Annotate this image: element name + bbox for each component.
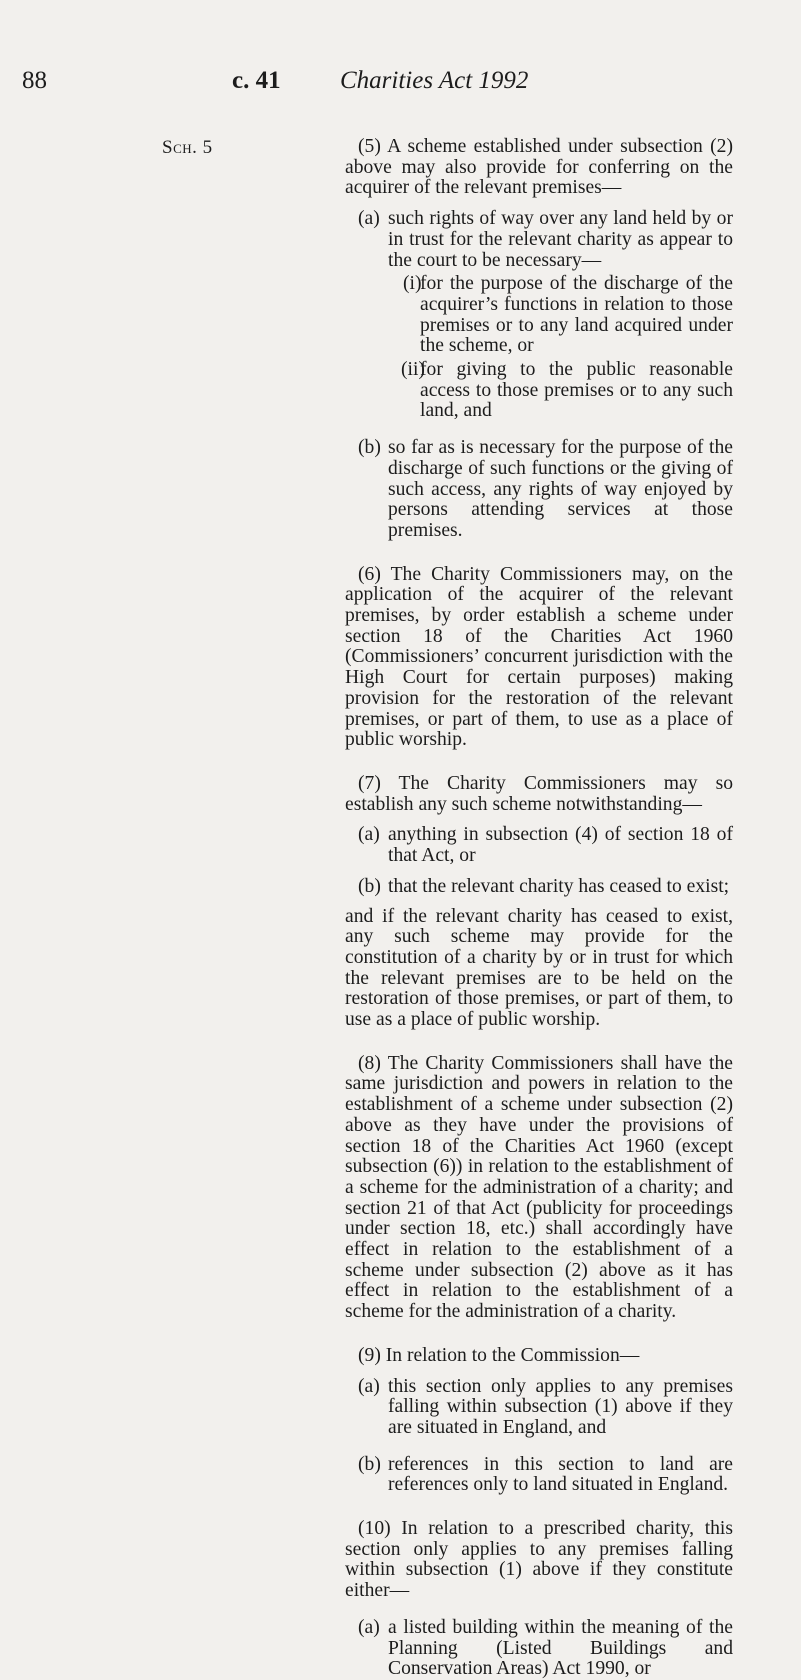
item-label: (b)	[358, 1453, 381, 1475]
paragraph-9-item-a	[345, 1377, 733, 1439]
paragraph-6: (6) The Charity Commissioners may, on the application of the acquirer of the relevant premises, by order establish a scheme under section 18 of the Charities Act 1960 (Commissioners’ concurrent jurisdiction with the High Court for certain purposes) making provision for the restoration of the relevant premises, or part of them, to use as a place of public worship.	[345, 563, 733, 751]
paragraph-7: (7) The Charity Commissioners may so establish any such scheme notwithstanding—	[345, 772, 733, 815]
paragraph-5-item-b	[345, 438, 733, 542]
paragraph-10: (10) In relation to a prescribed charity, this section only applies to any premises falling within subsection (1) above if they constitute either—	[345, 1518, 733, 1602]
paragraph-7-item-a	[345, 825, 733, 866]
item-label: (a)	[358, 208, 380, 230]
paragraph-7-continuation: and if the relevant charity has ceased to exist, any such scheme may provide for the constitution of a charity by or in trust for which the relevant premises are to be held on the restoration of those premises, or part of them, to use as a place of public worship.	[345, 905, 733, 1031]
paragraph-9-item-b	[345, 1455, 733, 1496]
paragraph-9: (9) In relation to the Commission—	[358, 1344, 640, 1366]
item-text: references in this section to land are references only to land situated in England.	[388, 1453, 733, 1496]
subitem-label: (ii)	[401, 359, 425, 381]
paragraph-5-subitem-i	[345, 274, 733, 357]
page-number: 88	[22, 67, 47, 94]
item-text: that the relevant charity has ceased to exist;	[388, 875, 730, 897]
item-text: this section only applies to any premises falling within subsection (1) above if they are situated in England, and	[388, 1375, 733, 1438]
item-text: anything in subsection (4) of section 18 of that Act, or	[388, 824, 733, 867]
item-label: (b)	[358, 875, 381, 897]
paragraph-10-item-a	[345, 1618, 733, 1680]
chapter-reference: c. 41	[232, 67, 281, 94]
page-title: Charities Act 1992	[340, 67, 529, 94]
item-label: (a)	[358, 824, 380, 846]
subitem-text: for the purpose of the discharge of the acquirer’s functions in relation to those premises or to any land acquired under the scheme, or	[420, 273, 733, 357]
subitem-text: for giving to the public reasonable access to those premises or to any such land, and	[420, 359, 733, 422]
item-label: (b)	[358, 437, 381, 459]
item-label: (a)	[358, 1375, 380, 1397]
paragraph-8: (8) The Charity Commissioners shall have the same jurisdiction and powers in relation to the establishment of a scheme under subsection (2) above as they have under the provisions of section 18 of the Charities Act 1960 (except subsection (6)) in relation to the establishment of a scheme for the administration of a charity; and section 21 of that Act (publicity for proceedings under section 18, etc.) shall accordingly have effect in relation to the establishment of a scheme under subsection (2) above as it has effect in relation to the establishment of a scheme for the administration of a charity.	[345, 1052, 733, 1323]
item-text: so far as is necessary for the purpose of the discharge of such functions or the giving of such access, any rights of way enjoyed by persons attending services at those premises.	[388, 437, 733, 541]
paragraph-5-subitem-ii	[345, 360, 733, 422]
paragraph-5: (5) A scheme established under subsection (2) above may also provide for conferring on the acquirer of the relevant premises—	[345, 136, 733, 199]
subitem-label: (i)	[403, 273, 422, 295]
paragraph-7-item-b	[345, 877, 733, 898]
schedule-margin-note: Sch. 5	[162, 137, 213, 158]
item-text: a listed building within the meaning of the Planning (Listed Buildings and Conservation Areas) Act 1990, or	[388, 1616, 733, 1680]
document-body	[345, 137, 733, 1680]
item-label: (a)	[358, 1616, 380, 1638]
paragraph-5-item-a	[345, 209, 733, 271]
item-text: such rights of way over any land held by or in trust for the relevant charity as appear to the court to be necessary—	[388, 208, 733, 271]
